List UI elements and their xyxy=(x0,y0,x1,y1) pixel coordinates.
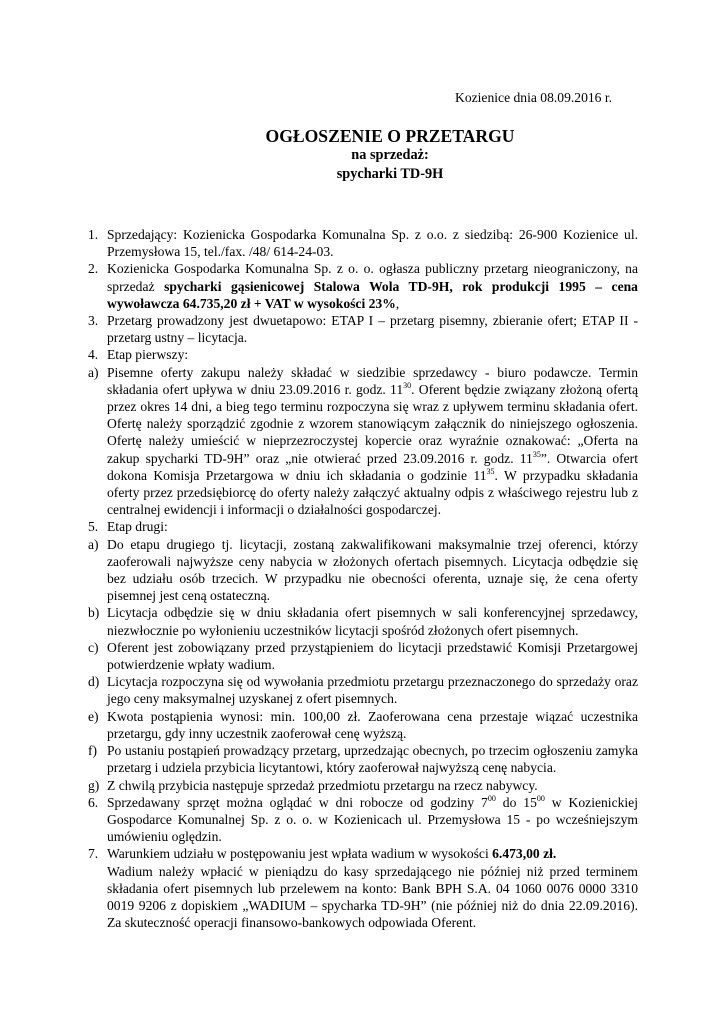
list-marker: 6. xyxy=(88,794,99,810)
sub-item-5c xyxy=(88,639,638,673)
text-run: , xyxy=(395,295,400,311)
list-marker: 4. xyxy=(88,347,99,363)
list-item-text xyxy=(107,794,638,846)
bold-deposit-amount: 6.473,00 zł. xyxy=(492,846,557,862)
text-run: . Oferent będzie związany złożoną ofertą przez okres 14 dni, a bieg tego terminu rozpoczyna się wraz z upływem terminu składania ofert. Ofertę należy sporządzić zgodnie z wzorem stanowiącym załącznik do niniejszego ogłoszenia. Ofertę należy umieścić w nieprzezroczystej kopercie oraz wyraźnie oznakować: „Oferta na zakup spycharki TD-9H” oraz „nie otwierać przed 23.09.2016 r. godz. 11 xyxy=(107,381,638,466)
list-item-text xyxy=(107,845,638,931)
list-marker: e) xyxy=(88,708,99,724)
list-item-text: Licytacja odbędzie się w dniu składania ofert pisemnych w sali konferencyjnej sprzedawcy, niezwłocznie po wyłonieniu uczestników licytacji spośród złożonych ofert pisemnych. xyxy=(107,605,638,638)
list-item-text xyxy=(107,364,638,519)
list-item-text: Z chwilą przybicia następuje sprzedaż przedmiotu przetargu na rzecz nabywcy. xyxy=(107,777,538,793)
superscript-minutes: 30 xyxy=(403,380,412,390)
list-item-3 xyxy=(88,312,638,346)
text-run: Pisemne oferty zakupu należy składać w siedzibie sprzedawcy - biuro podawcze. Termin składania ofert upływa w dniu 23.09.2016 r. godz. 11 xyxy=(107,364,638,397)
sub-item-4a xyxy=(88,364,638,519)
list-marker: 2. xyxy=(88,261,99,277)
sub-item-5e xyxy=(88,708,638,742)
sub-item-5g xyxy=(88,777,638,794)
announcement-body xyxy=(88,226,638,931)
list-marker: f) xyxy=(88,743,98,759)
text-run: Warunkiem udziału w postępowaniu jest wpłata wadium w wysokości xyxy=(107,846,493,862)
list-item-text xyxy=(107,260,638,312)
list-item-7 xyxy=(88,845,638,931)
list-item-1 xyxy=(88,226,638,260)
text-run: Sprzedawany sprzęt można oglądać w dni robocze od godziny 7 xyxy=(107,794,488,810)
list-item-text: Przetarg prowadzony jest dwuetapowo: ETAP I – przetarg pisemny, zbieranie ofert; ETAP II - przetarg ustny – licytacja. xyxy=(107,313,638,346)
list-item-4 xyxy=(88,346,638,363)
sub-item-5b xyxy=(88,604,638,638)
document-subtitle: na sprzedaż: xyxy=(351,147,429,163)
list-marker: g) xyxy=(88,777,100,793)
superscript-minutes: 35 xyxy=(532,449,541,459)
document-date: Kozienice dnia 08.09.2016 r. xyxy=(455,90,613,105)
list-marker: 7. xyxy=(88,846,99,862)
list-marker: d) xyxy=(88,674,100,690)
title-block xyxy=(0,127,725,184)
text-run: w Kozienickiej Gospodarce Komunalnej Sp. z o. o. w Kozienicach ul. Przemysłowa 15 - po wcześniejszym umówieniu oględzin. xyxy=(107,794,638,845)
document-subject: spycharki TD-9H xyxy=(336,166,444,182)
list-marker: a) xyxy=(88,536,99,552)
superscript-minutes: 35 xyxy=(486,466,495,476)
superscript-minutes: 00 xyxy=(536,793,545,803)
list-item-text: Kwota postąpienia wynosi: min. 100,00 zł. Zaoferowana cena przestaje wiązać uczestnika przetargu, gdy inny uczestnik zaoferował cenę wyższą. xyxy=(107,708,638,741)
list-item-text: Etap pierwszy: xyxy=(107,347,189,363)
list-marker: 3. xyxy=(88,313,99,329)
list-marker: a) xyxy=(88,364,99,380)
sub-item-5a xyxy=(88,536,638,605)
list-item-6 xyxy=(88,794,638,846)
list-item-2 xyxy=(88,260,638,312)
sub-item-5d xyxy=(88,673,638,707)
list-marker: b) xyxy=(88,605,100,621)
list-item-text: Licytacja rozpoczyna się od wywołania przedmiotu przetargu przeznaczonego do sprzedaży oraz jego ceny maksymalnej uzyskanej z ofert pisemnych. xyxy=(107,674,638,707)
list-item-text: Sprzedający: Kozienicka Gospodarka Komunalna Sp. z o.o. z siedzibą: 26-900 Kozienice ul. Przemysłowa 15, tel./fax. /48/ 614-24-03. xyxy=(107,227,638,260)
list-marker: c) xyxy=(88,639,99,655)
list-item-text: Etap drugi: xyxy=(107,519,168,535)
list-item-text: Po ustaniu postąpień prowadzący przetarg, uprzedzając obecnych, po trzecim ogłoszeniu zamyka przetarg i udziela przybicia licytantowi, który zaoferował najwyższą cenę nabycia. xyxy=(107,743,638,776)
text-run: do 15 xyxy=(495,794,537,810)
sub-item-5f xyxy=(88,742,638,776)
list-item-text: Oferent jest zobowiązany przed przystąpieniem do licytacji przedstawić Komisji Przetargowej potwierdzenie wpłaty wadium. xyxy=(107,639,638,673)
text-run: . W przypadku składania oferty przez przedsiębiorcę do oferty należy załączyć aktualny odpis z właściwego rejestru lub z centralnej ewidencji i informacji o działalności gospodarczej. xyxy=(107,467,638,518)
bold-price-text: spycharki gąsienicowej Stalowa Wola TD-9H, rok produkcji 1995 – cena wywoławcza 64.735,20 zł + VAT w wysokości 23% xyxy=(107,278,638,311)
list-item-text: Do etapu drugiego tj. licytacji, zostaną zakwalifikowani maksymalnie trzej oferenci, którzy zaoferowali najwyższe ceny nabycia w złożonych ofertach pisemnych. Licytacja odbędzie się bez udziału osób trzecich. W przypadku nie obecności oferenta, uznaje się, że cena oferty pisemnej jest ceną ostateczną. xyxy=(107,536,638,604)
text-run: Wadium należy wpłacić w pieniądzu do kasy sprzedającego nie później niż przed terminem składania ofert pisemnych lub przelewem na konto: Bank BPH S.A. 04 1060 0076 0000 3310 0019 9206 z dopiskiem „WADIUM – spycharka TD-9H” (nie później niż do dnia 22.09.2016). Za skuteczność operacji finansowo-bankowych odpowiada Oferent. xyxy=(107,863,638,931)
list-marker: 5. xyxy=(88,519,99,535)
list-marker: 1. xyxy=(88,227,99,242)
text-run: ”. Otwarcia ofert dokona Komisja Przetargowa w dniu ich składania o godzinie 11 xyxy=(107,450,638,483)
text-run: Kozienicka Gospodarka Komunalna Sp. z o. o. ogłasza publiczny przetarg nieograniczony, na sprzedaż xyxy=(107,261,638,294)
document-title: OGŁOSZENIE O PRZETARGU xyxy=(265,126,515,146)
list-item-5 xyxy=(88,518,638,535)
superscript-minutes: 00 xyxy=(487,793,496,803)
